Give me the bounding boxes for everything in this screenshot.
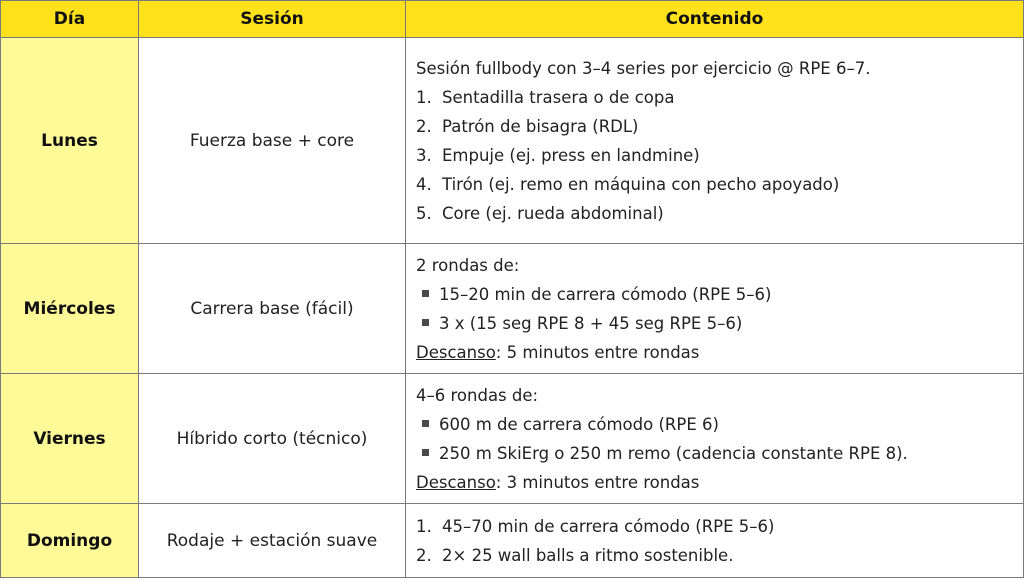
list-item: 5. Core (ej. rueda abdominal) [416, 203, 664, 223]
list-item: 4. Tirón (ej. remo en máquina con pecho apoyado) [416, 174, 840, 194]
content-friday [406, 374, 1023, 504]
rest-note: Descanso: 5 minutos entre rondas [416, 342, 700, 362]
square-bullet-icon [422, 420, 429, 427]
list-item: 1. 45–70 min de carrera cómodo (RPE 5–6) [416, 516, 775, 536]
session-friday: Híbrido corto (técnico) [139, 374, 406, 504]
day-wednesday: Miércoles [1, 244, 139, 374]
square-bullet-icon [422, 290, 429, 297]
content-sunday [406, 504, 1023, 577]
list-item: 250 m SkiErg o 250 m remo (cadencia constante RPE 8). [416, 439, 1023, 468]
list-item: 3 x (15 seg RPE 8 + 45 seg RPE 5–6) [416, 309, 1023, 338]
day-monday: Lunes [1, 38, 139, 244]
square-bullet-icon [422, 449, 429, 456]
content-intro: 4–6 rondas de: [416, 385, 539, 405]
day-sunday: Domingo [1, 504, 139, 577]
list-item: 2. 2× 25 wall balls a ritmo sostenible. [416, 545, 734, 565]
list-item: 15–20 min de carrera cómodo (RPE 5–6) [416, 280, 1023, 309]
session-wednesday: Carrera base (fácil) [139, 244, 406, 374]
content-monday [406, 38, 1023, 244]
list-item: 3. Empuje (ej. press en landmine) [416, 145, 700, 165]
square-bullet-icon [422, 319, 429, 326]
content-intro: Sesión fullbody con 3–4 series por ejercicio @ RPE 6–7. [416, 58, 871, 78]
list-item: 2. Patrón de bisagra (RDL) [416, 116, 639, 136]
rest-note: Descanso: 3 minutos entre rondas [416, 472, 700, 492]
session-sunday: Rodaje + estación suave [139, 504, 406, 577]
session-monday: Fuerza base + core [139, 38, 406, 244]
header-day: Día [1, 1, 139, 38]
content-intro: 2 rondas de: [416, 255, 520, 275]
header-session: Sesión [139, 1, 406, 38]
header-content: Contenido [406, 1, 1023, 38]
list-item: 1. Sentadilla trasera o de copa [416, 87, 675, 107]
day-friday: Viernes [1, 374, 139, 504]
list-item: 600 m de carrera cómodo (RPE 6) [416, 410, 1023, 439]
content-wednesday [406, 244, 1023, 374]
